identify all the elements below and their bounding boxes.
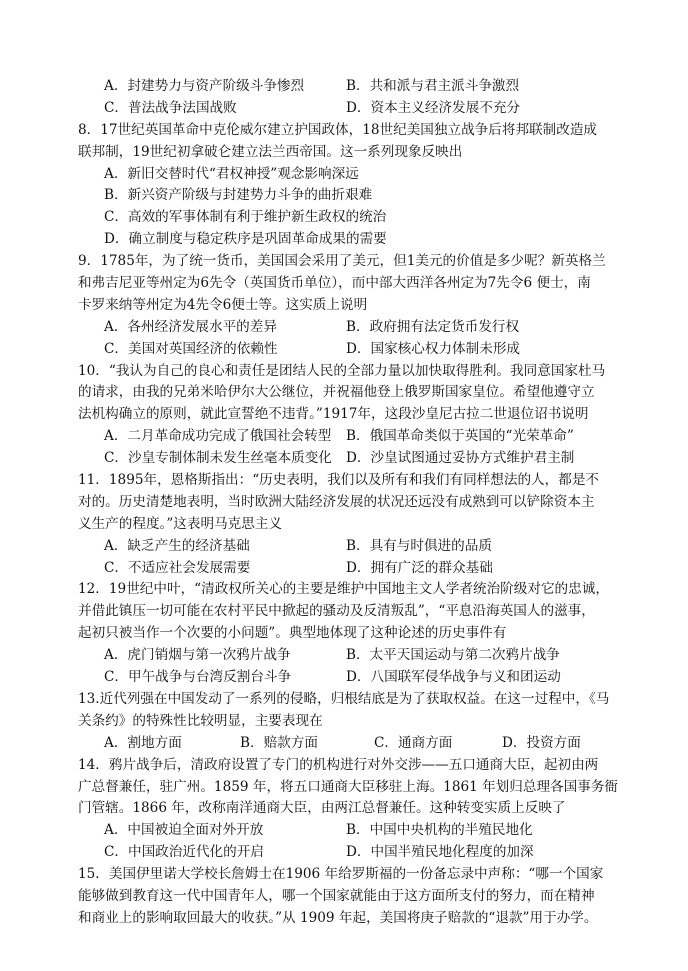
q14-stem-line-2: 广总督兼任，驻广州。1859 年，将五口通商大臣移驻上海。1861 年划归总理各国事务衙 bbox=[78, 778, 619, 795]
q10-option-c: C．沙皇专制体制未发生丝毫本质变化 bbox=[104, 450, 332, 467]
q9-option-a: A．各州经济发展水平的差异 bbox=[104, 318, 277, 335]
exam-content bbox=[78, 76, 618, 930]
q7-options-row-1 bbox=[78, 76, 618, 98]
q9-option-d: D．国家核心权力体制未形成 bbox=[346, 340, 521, 357]
q13-option-b: B．赔款方面 bbox=[240, 734, 318, 751]
q8-option-c: C．高效的军事体制有利于维护新生政权的统治 bbox=[104, 209, 387, 226]
q12-options-row-2 bbox=[78, 667, 618, 689]
q14-options-row-2 bbox=[78, 842, 618, 864]
q9-stem-line-1: 9．1785年，为了统一货币，美国国会采用了美元，但1美元的价值是多少呢？新英格兰 bbox=[78, 253, 606, 270]
q9-option-b: B．政府拥有法定货币发行权 bbox=[346, 318, 520, 335]
q10-stem-line-1: 10．“我认为自己的良心和责任是团结人民的全部力量以加快取得胜利。我同意国家杜马 bbox=[78, 362, 606, 379]
q11-option-c: C．不适应社会发展需要 bbox=[104, 559, 251, 576]
q7-option-b: B．共和派与君主派斗争激烈 bbox=[346, 78, 520, 94]
q10-options-row-1 bbox=[78, 426, 618, 448]
q13-stem-line-2: 关条约》的特殊性比较明显，主要表现在 bbox=[78, 712, 323, 729]
q10-stem-line-2: 的请求，由我的兄弟米哈伊尔大公继位，并祝福他登上俄罗斯国家皇位。希望他遵守立 bbox=[78, 384, 595, 401]
q12-stem-line-2: 并借此镇压一切可能在农村平民中掀起的骚动及反清叛乱”，“平息沿海英国人的滋事， bbox=[78, 603, 595, 620]
q14-option-a: A．中国被迫全面对外开放 bbox=[104, 822, 264, 839]
q13-option-d: D．投资方面 bbox=[502, 734, 581, 751]
q13-option-c: C．通商方面 bbox=[374, 734, 453, 751]
q14-option-d: D．中国半殖民地化程度的加深 bbox=[346, 844, 534, 861]
q8-option-a-row bbox=[78, 164, 618, 186]
q9-options-row-2 bbox=[78, 339, 618, 361]
q9-stem-line-3: 卡罗来纳等州定为4先令6便士等。这实质上说明 bbox=[78, 296, 368, 313]
q8-option-b: B．新兴资产阶级与封建势力斗争的曲折艰难 bbox=[104, 187, 373, 204]
q10-options-row-2 bbox=[78, 448, 618, 470]
q8-stem-line-1: 8．17世纪英国革命中克伦威尔建立护国政体，18世纪美国独立战争后将邦联制改造成 bbox=[78, 121, 598, 138]
q7-option-a: A．封建势力与资产阶级斗争惨烈 bbox=[104, 78, 305, 94]
q8-option-b-row bbox=[78, 185, 618, 207]
q12-options-row-1 bbox=[78, 645, 618, 667]
q11-stem-line-2: 对的。历史清楚地表明，当时欧洲大陆经济发展的状况还远没有成熟到可以铲除资本主 bbox=[78, 493, 595, 510]
q15-stem-line-1: 15．美国伊里诺大学校长詹姆士在1906 年给罗斯福的一份备忘录中声称：“哪一个国家 bbox=[78, 866, 604, 883]
q8-option-a: A．新旧交替时代“君权神授”观念影响深远 bbox=[104, 165, 359, 182]
q14-option-c: C．中国政治近代化的开启 bbox=[104, 844, 264, 861]
q9-stem-line-2: 和弗吉尼亚等州定为6先令（英国货币单位），而中部大西洋各州定为7先令6 便士，南 bbox=[78, 275, 591, 292]
q10-stem-line-3: 法机构确立的原则，就此宣誓绝不违背。”1917年，这段沙皇尼古拉二世退位诏书说明 bbox=[78, 406, 589, 423]
q11-option-a: A．缺乏产生的经济基础 bbox=[104, 537, 250, 554]
q12-option-d: D．八国联军侵华战争与义和团运动 bbox=[346, 669, 561, 686]
q12-option-c: C．甲午战争与台湾反割台斗争 bbox=[104, 669, 292, 686]
q11-options-row-2 bbox=[78, 558, 618, 580]
q11-stem-line-1: 11．1895年，恩格斯指出：“历史表明，我们以及所有和我们有同样想法的人，都是不 bbox=[78, 472, 600, 489]
q13-option-a: A．割地方面 bbox=[104, 734, 182, 751]
q9-option-c: C．美国对英国经济的依赖性 bbox=[104, 340, 278, 357]
q10-option-d: D．沙皇试图通过妥协方式维护君主制 bbox=[346, 450, 575, 467]
q11-option-b: B．具有与时俱进的品质 bbox=[346, 537, 492, 554]
q15-stem-line-2: 能够做到教育这一代中国青年人，哪一个国家就能由于这方面所支付的努力，而在精神 bbox=[78, 887, 595, 904]
q7-option-d: D．资本主义经济发展不充分 bbox=[346, 99, 521, 116]
q8-option-c-row bbox=[78, 207, 618, 229]
q14-options-row-1 bbox=[78, 820, 618, 842]
q14-option-b: B．中国中央机构的半殖民地化 bbox=[346, 822, 533, 839]
q7-options-row-2 bbox=[78, 98, 618, 120]
q12-option-a: A．虎门销烟与第一次鸦片战争 bbox=[104, 647, 291, 664]
q11-options-row-1 bbox=[78, 536, 618, 558]
q15-stem-line-3: 和商业上的影响取回最大的收获。”从 1909 年起，美国将庚子赔款的“退款”用于办学。 bbox=[78, 909, 598, 926]
q14-stem-line-3: 门管辖。1866 年，改称南洋通商大臣，由两江总督兼任。这种转变实质上反映了 bbox=[78, 800, 566, 817]
q11-stem-line-3: 义生产的程度。”这表明马克思主义 bbox=[78, 515, 283, 532]
q12-stem-line-3: 起初只被当作一个次要的小问题”。典型地体现了这种论述的历史事件有 bbox=[78, 625, 507, 642]
q12-option-b: B．太平天国运动与第二次鸦片战争 bbox=[346, 647, 560, 664]
q8-option-d-row bbox=[78, 229, 618, 251]
q10-option-b: B．俄国革命类似于英国的“光荣革命” bbox=[346, 428, 574, 445]
q8-option-d: D．确立制度与稳定秩序是巩固革命成果的需要 bbox=[104, 231, 387, 248]
q13-stem-line-1: 13.近代列强在中国发动了一系列的侵略，归根结底是为了获取权益。在这一过程中，《马 bbox=[78, 690, 610, 707]
q12-stem-line-1: 12．19世纪中叶，“清政权所关心的主要是维护中国地主文人学者统治阶级对它的忠诚， bbox=[78, 581, 609, 598]
q13-options-row bbox=[78, 733, 618, 755]
q11-option-d: D．拥有广泛的群众基础 bbox=[346, 559, 493, 576]
q14-stem-line-1: 14．鸦片战争后，清政府设置了专门的机构进行对外交涉——五口通商大臣，起初由两 bbox=[78, 756, 599, 773]
q7-option-c: C．普法战争法国战败 bbox=[104, 99, 237, 116]
q10-option-a: A．二月革命成功完成了俄国社会转型 bbox=[104, 428, 332, 445]
q9-options-row-1 bbox=[78, 317, 618, 339]
q8-stem-line-2: 联邦制，19世纪初拿破仑建立法兰西帝国。这一系列现象反映出 bbox=[78, 143, 463, 160]
